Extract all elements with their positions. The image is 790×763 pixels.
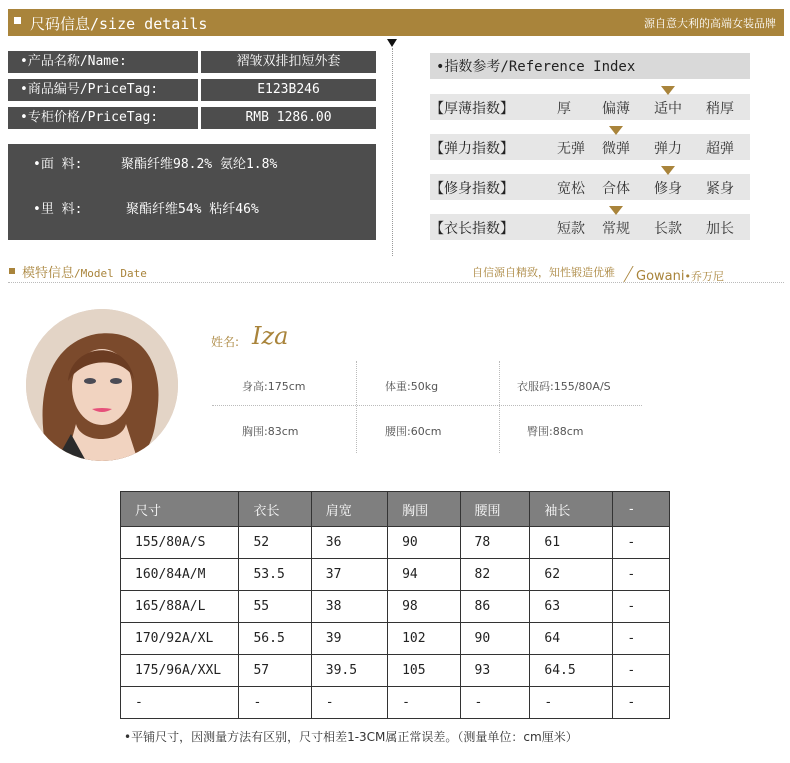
selected-marker-icon	[609, 126, 623, 135]
product-name-value: 褶皱双排扣短外套	[201, 51, 376, 73]
table-cell: 57	[239, 655, 311, 687]
table-cell: 63	[530, 591, 613, 623]
table-cell: -	[613, 623, 670, 655]
model-name: Iza	[252, 322, 289, 350]
index-option: 修身	[654, 181, 682, 197]
table-cell: 93	[460, 655, 530, 687]
table-cell: -	[613, 591, 670, 623]
table-cell: 170/92A/XL	[121, 623, 239, 655]
table-cell: 39	[311, 623, 387, 655]
model-divider	[8, 282, 784, 283]
index-option: 超弹	[706, 141, 734, 157]
model-bust: 胸围:83cm	[242, 425, 299, 438]
index-option: 稍厚	[706, 101, 734, 117]
product-price-value: RMB 1286.00	[201, 107, 376, 129]
page-title: 尺码信息/size details	[30, 15, 208, 33]
model-section-title: 模特信息/Model Date	[22, 266, 147, 281]
index-option: 宽松	[557, 181, 585, 197]
table-cell: -	[121, 687, 239, 719]
header-bullet	[14, 17, 21, 24]
size-table-header: 衣长	[239, 492, 311, 527]
model-size: 衣服码:155/80A/S	[517, 380, 611, 393]
selected-marker-icon	[609, 206, 623, 215]
brand-separator	[623, 266, 633, 282]
index-option: 微弹	[602, 141, 630, 157]
shell-fabric-value: 聚酯纤维98.2% 氨纶1.8%	[121, 157, 278, 172]
model-section-subtitle: /Model Date	[74, 267, 147, 280]
table-cell: 102	[388, 623, 460, 655]
table-cell: 56.5	[239, 623, 311, 655]
table-cell: 90	[460, 623, 530, 655]
arrow-down-icon	[387, 39, 397, 47]
table-cell: 98	[388, 591, 460, 623]
table-cell: 78	[460, 527, 530, 559]
table-cell: -	[530, 687, 613, 719]
index-option: 无弹	[557, 141, 585, 157]
size-table	[120, 491, 670, 719]
index-option: 厚	[557, 101, 571, 117]
table-cell: -	[239, 687, 311, 719]
index-label: 【修身指数】	[430, 181, 514, 197]
table-cell: -	[613, 527, 670, 559]
index-option: 常规	[602, 221, 630, 237]
brand-logo: Gowani•乔万尼	[636, 269, 724, 284]
model-bullet	[9, 268, 15, 274]
size-table-header: 袖长	[530, 492, 613, 527]
size-table-header: 腰围	[460, 492, 530, 527]
index-option: 合体	[602, 181, 630, 197]
table-cell: -	[388, 687, 460, 719]
brand-slogan: 自信源自精致，知性锻造优雅	[472, 266, 615, 279]
table-row	[121, 623, 670, 655]
table-cell: 61	[530, 527, 613, 559]
section-divider	[392, 48, 393, 256]
table-row	[121, 591, 670, 623]
index-option: 适中	[654, 101, 682, 117]
lining-fabric-value: 聚酯纤维54% 粘纤46%	[126, 202, 259, 217]
table-cell: 53.5	[239, 559, 311, 591]
table-cell: 38	[311, 591, 387, 623]
table-cell: 175/96A/XXL	[121, 655, 239, 687]
table-row	[121, 559, 670, 591]
table-cell: 165/88A/L	[121, 591, 239, 623]
shell-fabric-label: •面 料:	[33, 157, 83, 172]
table-cell: 37	[311, 559, 387, 591]
table-cell: 94	[388, 559, 460, 591]
index-label: 【衣长指数】	[430, 221, 514, 237]
table-cell: -	[613, 559, 670, 591]
index-option: 短款	[557, 221, 585, 237]
index-option: 弹力	[654, 141, 682, 157]
table-cell: 82	[460, 559, 530, 591]
lining-fabric-label: •里 料:	[33, 202, 83, 217]
product-price-label: •专柜价格/PriceTag:	[8, 107, 198, 129]
index-option: 长款	[654, 221, 682, 237]
index-label: 【厚薄指数】	[430, 101, 514, 117]
measure-divider-v1	[356, 361, 357, 453]
table-cell: 160/84A/M	[121, 559, 239, 591]
product-code-label: •商品编号/PriceTag:	[8, 79, 198, 101]
table-cell: 62	[530, 559, 613, 591]
size-table-header: 尺寸	[121, 492, 239, 527]
index-label: 【弹力指数】	[430, 141, 514, 157]
table-cell: -	[613, 687, 670, 719]
table-cell: 64.5	[530, 655, 613, 687]
table-cell: 52	[239, 527, 311, 559]
model-waist: 腰围:60cm	[385, 425, 442, 438]
product-name-label: •产品名称/Name:	[8, 51, 198, 73]
size-table-header: -	[613, 492, 670, 527]
table-cell: 155/80A/S	[121, 527, 239, 559]
table-cell: 39.5	[311, 655, 387, 687]
reference-index-title: •指数参考/Reference Index	[430, 53, 750, 79]
measure-divider	[212, 405, 642, 406]
table-cell: 64	[530, 623, 613, 655]
table-cell: 36	[311, 527, 387, 559]
table-cell: 55	[239, 591, 311, 623]
table-cell: -	[613, 655, 670, 687]
measure-divider-v2	[499, 361, 500, 453]
table-cell: 86	[460, 591, 530, 623]
model-hips: 臀围:88cm	[527, 425, 584, 438]
table-cell: 105	[388, 655, 460, 687]
model-name-label: 姓名:	[211, 335, 240, 349]
selected-marker-icon	[661, 166, 675, 175]
measurement-note: •平铺尺寸，因测量方法有区别，尺寸相差1-3CM属正常误差。（测量单位：cm厘米）	[124, 730, 578, 744]
index-option: 偏薄	[602, 101, 630, 117]
size-table-header: 胸围	[388, 492, 460, 527]
model-photo	[26, 309, 178, 461]
table-cell: -	[460, 687, 530, 719]
size-table-header: 肩宽	[311, 492, 387, 527]
model-height: 身高:175cm	[242, 380, 306, 393]
model-weight: 体重:50kg	[385, 380, 439, 393]
table-row	[121, 687, 670, 719]
selected-marker-icon	[661, 86, 675, 95]
table-cell: -	[311, 687, 387, 719]
header-tagline: 源自意大利的高端女装品牌	[644, 17, 776, 30]
table-row	[121, 527, 670, 559]
index-option: 加长	[706, 221, 734, 237]
index-option: 紧身	[706, 181, 734, 197]
product-code-value: E123B246	[201, 79, 376, 101]
table-row	[121, 655, 670, 687]
table-cell: 90	[388, 527, 460, 559]
